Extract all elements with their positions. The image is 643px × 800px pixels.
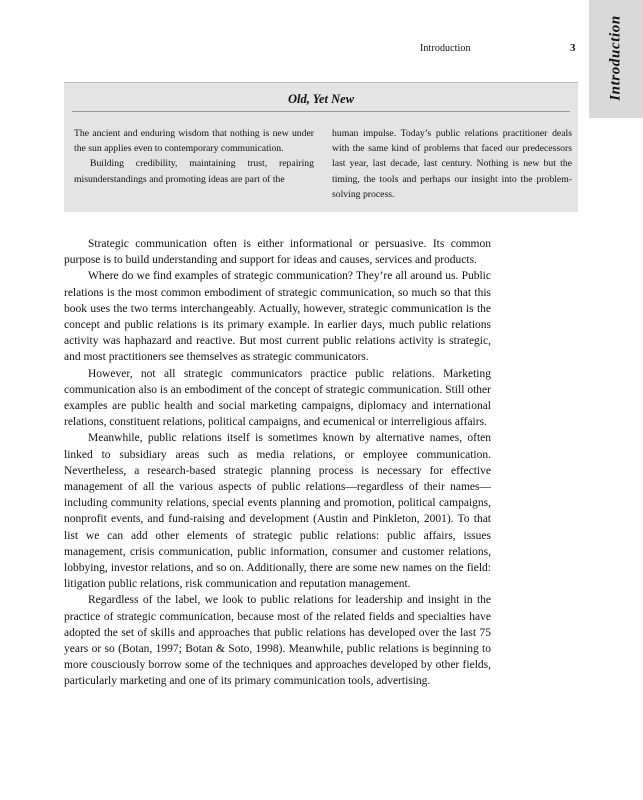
sidebar-divider xyxy=(72,111,570,112)
body-paragraph: Strategic communication often is either informational or persuasive. Its common purpose is to build understanding and support for ideas and causes, services and products. xyxy=(64,238,491,267)
chapter-side-tab-label: Introduction xyxy=(607,15,624,101)
sidebar-right-column xyxy=(332,126,572,202)
sidebar-box xyxy=(64,82,578,212)
sidebar-paragraph: human impulse. Today’s public relations practitioner deals with the same kind of problems that faced our predecessors last year, last decade, last century. Nothing is new but the timing, the tools and perhaps our insight into the problem-solving process. xyxy=(332,128,572,200)
sidebar-paragraph: The ancient and enduring wisdom that nothing is new under the sun applies even to contemporary communication. xyxy=(74,128,314,155)
body-paragraph: However, not all strategic communicators practice public relations. Marketing communication also is an embodiment of the concept of strategic communication. Still other examples are public health and social marketing campaigns, diplomacy and international relations, constituent relations, political campaigns, and ecumenical or interreligious affairs. xyxy=(64,367,491,429)
page-number: 3 xyxy=(570,42,576,54)
body-text xyxy=(64,236,491,690)
sidebar-paragraph: Building credibility, maintaining trust, repairing misunderstandings and promoting ideas are part of the xyxy=(74,158,314,185)
sidebar-left-column xyxy=(74,126,314,187)
chapter-side-tab xyxy=(589,0,643,118)
body-paragraph: Regardless of the label, we look to public relations for leadership and insight in the practice of strategic communication, because most of the related fields and specialties have adopted the set of skills and approaches that public relations has developed over the last 75 years or so (Botan, 1997; Botan & Soto, 1998). Meanwhile, public relations is beginning to more cousciously borrow some of the techniques and approaches developed by other fields, particularly marketing and one of its primary communication tools, advertising. xyxy=(64,594,491,688)
running-header-section: Introduction xyxy=(420,43,471,54)
body-paragraph: Meanwhile, public relations itself is sometimes known by alternative names, often linked to subsidiary areas such as media relations, or employee communication. Nevertheless, a research-based strategic planning process is necessary for effective management of all the various aspects of public relations—regardless of their names—including community relations, special events planning and promotion, political campaigns, nonprofit events, and fund-raising and development (Austin and Pinkleton, 2001). To that list we can add other elements of strategic public relations: public affairs, issues management, crisis communication, public information, consumer and customer relations, lobbying, investor relations, and so on. Additionally, there are some new names on the field: litigation public relations, risk communication and reputation management. xyxy=(64,432,491,591)
body-paragraph: Where do we find examples of strategic communication? They’re all around us. Public relations is the most common embodiment of strategic communication, so much so that this book uses the two terms interchangeably. Actually, however, strategic communication is the concept and public relations is its primary example. In earlier days, much public relations activity was haphazard and reactive. But most current public relations activity is strategic, and most practitioners see themselves as strategic communicators. xyxy=(64,270,491,364)
sidebar-title: Old, Yet New xyxy=(287,92,355,106)
